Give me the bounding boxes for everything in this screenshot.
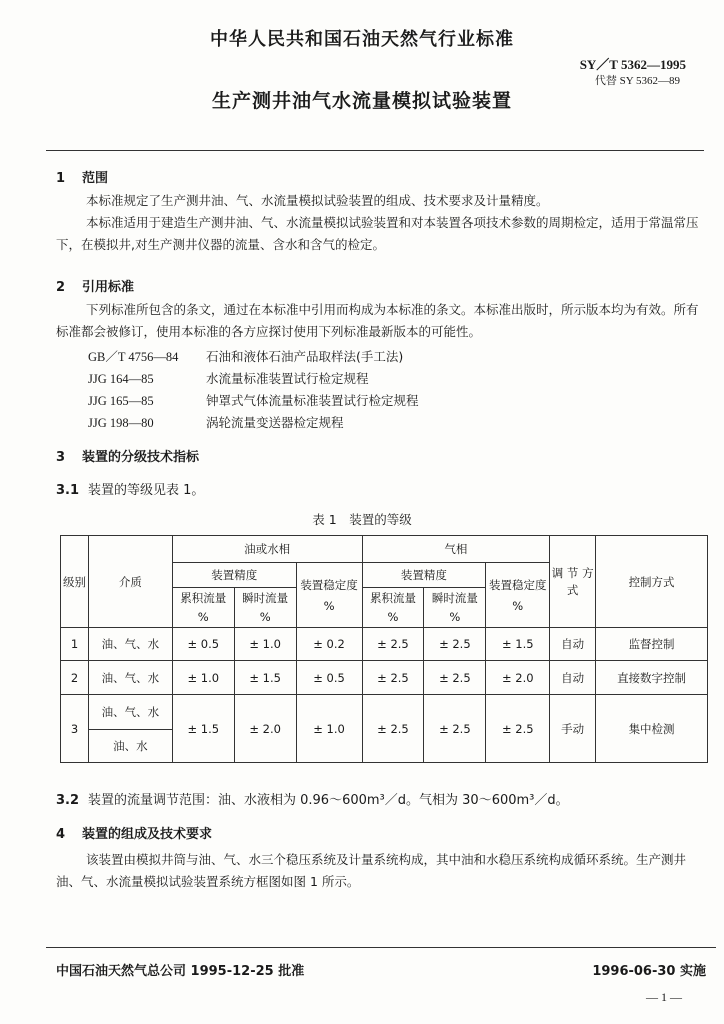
section-2-paragraph: 下列标准所包含的条文，通过在本标准中引用而构成为本标准的条文。本标准出版时，所示版本均为有效。所有标准都会被修订，使用本标准的各方应探讨使用下列标准最新版本的可能性。 bbox=[56, 302, 699, 339]
reference-code: JJG 164—85 bbox=[88, 372, 154, 386]
cell-liquid-cumulative: ± 1.5 bbox=[172, 695, 234, 763]
percent-unit: % bbox=[172, 608, 234, 628]
section-number: 3 bbox=[56, 450, 66, 465]
reference-item bbox=[88, 413, 344, 431]
table-row bbox=[61, 695, 708, 730]
cell-liquid-instant: ± 1.0 bbox=[234, 628, 296, 661]
header-liquid-cumulative: 累积流量 bbox=[172, 588, 234, 608]
reference-item bbox=[88, 391, 419, 409]
section-1-paragraph-2: 本标准适用于建造生产测井油、气、水流量模拟试验装置和对本装置各项技术参数的周期检定，适用于常温常压下，在模拟井,对生产测井仪器的流量、含水和含气的检定。 bbox=[56, 215, 699, 252]
reference-code: GB／T 4756—84 bbox=[88, 350, 179, 364]
reference-name: 涡轮流量变送器检定规程 bbox=[206, 415, 344, 430]
header-control-mode: 控制方式 bbox=[596, 536, 708, 628]
header-liquid-stability bbox=[296, 563, 362, 628]
cell-control-mode: 集中检测 bbox=[596, 695, 708, 763]
header-adjust-mode: 调 节 方 式 bbox=[550, 536, 596, 628]
section-title: 范围 bbox=[82, 171, 109, 186]
clause-text: 装置的等级见表 1。 bbox=[88, 483, 205, 498]
header-rule bbox=[46, 150, 704, 151]
cell-medium: 油、气、水 bbox=[88, 628, 172, 661]
section-number: 2 bbox=[56, 280, 66, 295]
header-gas-precision: 装置精度 bbox=[362, 563, 486, 588]
cell-medium: 油、气、水 bbox=[88, 695, 172, 730]
reference-code: JJG 198—80 bbox=[88, 416, 154, 430]
cell-adjust-mode: 手动 bbox=[550, 695, 596, 763]
reference-name: 石油和液体石油产品取样法(手工法) bbox=[206, 349, 404, 364]
cell-grade: 1 bbox=[61, 628, 89, 661]
header-gas-phase: 气相 bbox=[362, 536, 550, 563]
percent-unit: % bbox=[234, 608, 296, 628]
percent-unit: % bbox=[362, 608, 424, 628]
cell-gas-instant: ± 2.5 bbox=[424, 661, 486, 695]
cell-control-mode: 监督控制 bbox=[596, 628, 708, 661]
cell-gas-cumulative: ± 2.5 bbox=[362, 695, 424, 763]
header-gas-instant: 瞬时流量 bbox=[424, 588, 486, 608]
stability-label: 装置稳定度 bbox=[489, 578, 547, 592]
table-caption: 表 1 装置的等级 bbox=[312, 512, 412, 527]
cell-gas-stability: ± 2.0 bbox=[486, 661, 550, 695]
section-title: 引用标准 bbox=[82, 280, 135, 295]
clause-3-1 bbox=[56, 479, 204, 498]
reference-name: 钟罩式气体流量标准装置试行检定规程 bbox=[206, 393, 419, 408]
reference-name: 水流量标准装置试行检定规程 bbox=[206, 371, 369, 386]
page-number: — 1 — bbox=[646, 990, 682, 1004]
cell-medium: 油、水 bbox=[88, 730, 172, 763]
table-row bbox=[61, 628, 708, 661]
standard-code: SY／T 5362—1995 bbox=[579, 57, 686, 72]
cell-gas-stability: ± 2.5 bbox=[486, 695, 550, 763]
header-gas-stability bbox=[486, 563, 550, 628]
section-1-paragraph-1: 本标准规定了生产测井油、气、水流量模拟试验装置的组成、技术要求及计量精度。 bbox=[86, 193, 549, 208]
reference-item bbox=[88, 347, 403, 365]
cell-liquid-cumulative: ± 0.5 bbox=[172, 628, 234, 661]
cell-liquid-stability: ± 0.5 bbox=[296, 661, 362, 695]
header-liquid-instant: 瞬时流量 bbox=[234, 588, 296, 608]
section-3-heading bbox=[56, 446, 199, 465]
header-gas-cumulative: 累积流量 bbox=[362, 588, 424, 608]
cell-grade: 2 bbox=[61, 661, 89, 695]
clause-text: 装置的流量调节范围：油、水液相为 0.96～600m³／d。气相为 30～600m³／d。 bbox=[88, 793, 569, 808]
cell-gas-stability: ± 1.5 bbox=[486, 628, 550, 661]
percent-unit: % bbox=[512, 599, 524, 613]
cell-grade: 3 bbox=[61, 695, 89, 763]
cell-medium: 油、气、水 bbox=[88, 661, 172, 695]
header-liquid-precision: 装置精度 bbox=[172, 563, 296, 588]
section-title: 装置的分级技术指标 bbox=[82, 450, 200, 465]
header-liquid-phase: 油或水相 bbox=[172, 536, 362, 563]
header-grade: 级别 bbox=[61, 536, 89, 628]
stability-label: 装置稳定度 bbox=[300, 578, 358, 592]
percent-unit: % bbox=[424, 608, 486, 628]
section-1-heading bbox=[56, 167, 108, 186]
cell-gas-cumulative: ± 2.5 bbox=[362, 628, 424, 661]
section-2-heading bbox=[56, 276, 134, 295]
reference-code: JJG 165—85 bbox=[88, 394, 154, 408]
footer-rule bbox=[46, 947, 716, 948]
cell-gas-instant: ± 2.5 bbox=[424, 628, 486, 661]
cell-liquid-cumulative: ± 1.0 bbox=[172, 661, 234, 695]
clause-number: 3.1 bbox=[56, 483, 80, 498]
replaces-note: 代替 SY 5362—89 bbox=[594, 75, 680, 87]
section-4-paragraph: 该装置由模拟井筒与油、气、水三个稳压系统及计量系统构成，其中油和水稳压系统构成循环系统。生产测井油、气、水流量模拟试验装置系统方框图如图 1 所示。 bbox=[56, 852, 687, 889]
document-title: 生产测井油气水流量模拟试验装置 bbox=[211, 90, 512, 112]
reference-item bbox=[88, 369, 369, 387]
cell-gas-cumulative: ± 2.5 bbox=[362, 661, 424, 695]
cell-control-mode: 直接数字控制 bbox=[596, 661, 708, 695]
cell-liquid-stability: ± 0.2 bbox=[296, 628, 362, 661]
approval-note: 中国石油天然气总公司 1995-12-25 批准 bbox=[56, 964, 305, 979]
cell-adjust-mode: 自动 bbox=[550, 628, 596, 661]
section-number: 1 bbox=[56, 171, 66, 186]
section-number: 4 bbox=[56, 827, 66, 842]
cell-liquid-instant: ± 1.5 bbox=[234, 661, 296, 695]
table-row bbox=[61, 661, 708, 695]
cell-gas-instant: ± 2.5 bbox=[424, 695, 486, 763]
cell-liquid-instant: ± 2.0 bbox=[234, 695, 296, 763]
section-title: 装置的组成及技术要求 bbox=[82, 827, 213, 842]
cell-liquid-stability: ± 1.0 bbox=[296, 695, 362, 763]
cell-adjust-mode: 自动 bbox=[550, 661, 596, 695]
effective-date: 1996-06-30 实施 bbox=[592, 964, 706, 979]
percent-unit: % bbox=[323, 599, 335, 613]
clause-number: 3.2 bbox=[56, 793, 80, 808]
header-medium: 介质 bbox=[88, 536, 172, 628]
clause-3-2 bbox=[56, 789, 569, 808]
standard-org-title: 中华人民共和国石油天然气行业标准 bbox=[210, 29, 514, 50]
grade-table bbox=[60, 535, 708, 763]
section-4-heading bbox=[56, 823, 212, 842]
